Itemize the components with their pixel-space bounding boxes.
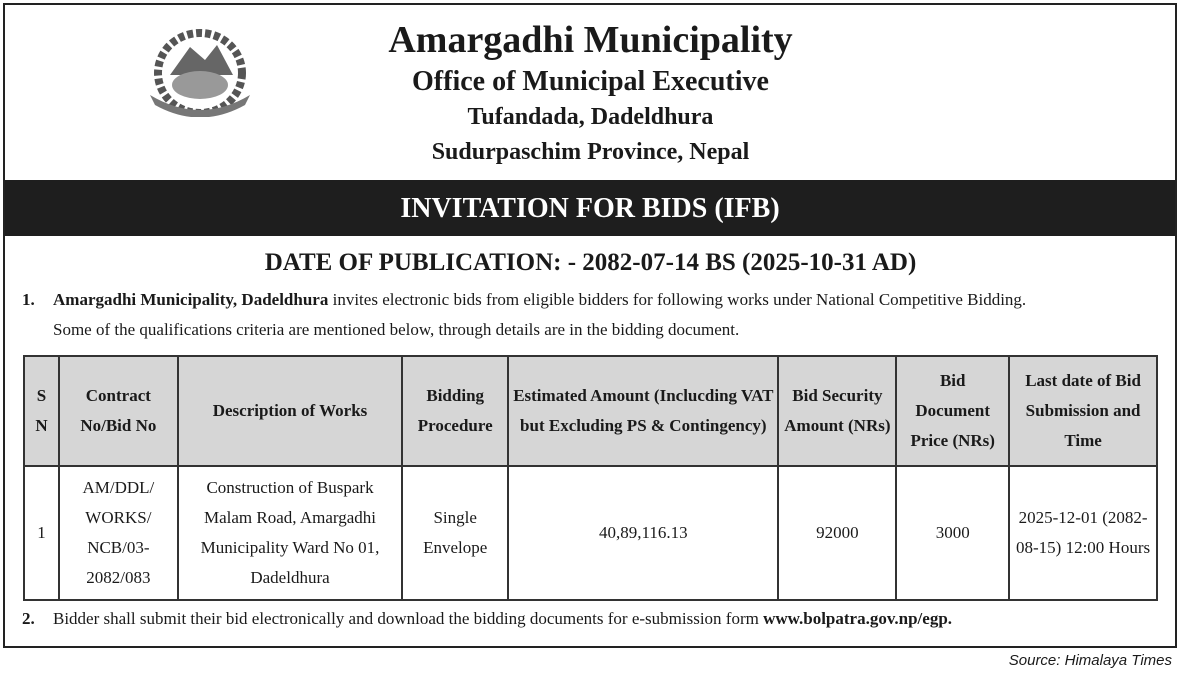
- header-description: Description of Works: [178, 356, 402, 466]
- header-bid-security: Bid Security Amount (NRs): [778, 356, 896, 466]
- source-credit: Source: Himalaya Times: [1008, 652, 1172, 669]
- table-row: [24, 466, 1157, 600]
- table-header-row: [24, 356, 1157, 466]
- header-procedure: Bidding Procedure: [402, 356, 508, 466]
- paragraph-1-line-2: Some of the qualifications criteria are mentioned below, through details are in the bidding document.: [53, 320, 740, 339]
- paragraph-2: 2. Bidder shall submit their bid electronically and download the bidding documents for e-submission form www.bolpatra.gov.np/egp.: [22, 609, 953, 628]
- bid-table: [23, 355, 1158, 601]
- office-address: Tufandada, Dadeldhura: [467, 104, 714, 130]
- header-estimated-amount: Estimated Amount (Inclucding VAT but Excluding PS & Contingency): [508, 356, 778, 466]
- publication-date: DATE OF PUBLICATION: - 2082-07-14 BS (2025-10-31 AD): [264, 249, 917, 276]
- header-contract-no: Contract No/Bid No: [59, 356, 178, 466]
- bolpatra-link[interactable]: www.bolpatra.gov.np/egp.: [763, 609, 953, 628]
- cell-bid-security: 92000: [778, 466, 896, 600]
- office-province: Sudurpaschim Province, Nepal: [431, 139, 750, 165]
- municipality-title: Amargadhi Municipality: [388, 19, 793, 61]
- cell-document-price: 3000: [896, 466, 1009, 600]
- header-sn: S N: [24, 356, 59, 466]
- cell-procedure: Single Envelope: [402, 466, 508, 600]
- paragraph-1: 1. Amargadhi Municipality, Dadeldhura invites electronic bids from eligible bidders for following works under National Competitive Bidding.: [22, 290, 1027, 309]
- office-name: Office of Municipal Executive: [412, 66, 769, 97]
- cell-description: Construction of Buspark Malam Road, Amargadhi Municipality Ward No 01, Dadeldhura: [178, 466, 402, 600]
- header-document-price: Bid Document Price (NRs): [896, 356, 1009, 466]
- cell-contract-no: AM/DDL/ WORKS/ NCB/03- 2082/083: [59, 466, 178, 600]
- cell-estimated-amount: 40,89,116.13: [508, 466, 778, 600]
- cell-sn: 1: [24, 466, 59, 600]
- ifb-banner: INVITATION FOR BIDS (IFB): [5, 180, 1175, 236]
- header-last-date: Last date of Bid Submission and Time: [1009, 356, 1157, 466]
- cell-last-date: 2025-12-01 (2082-08-15) 12:00 Hours: [1009, 466, 1157, 600]
